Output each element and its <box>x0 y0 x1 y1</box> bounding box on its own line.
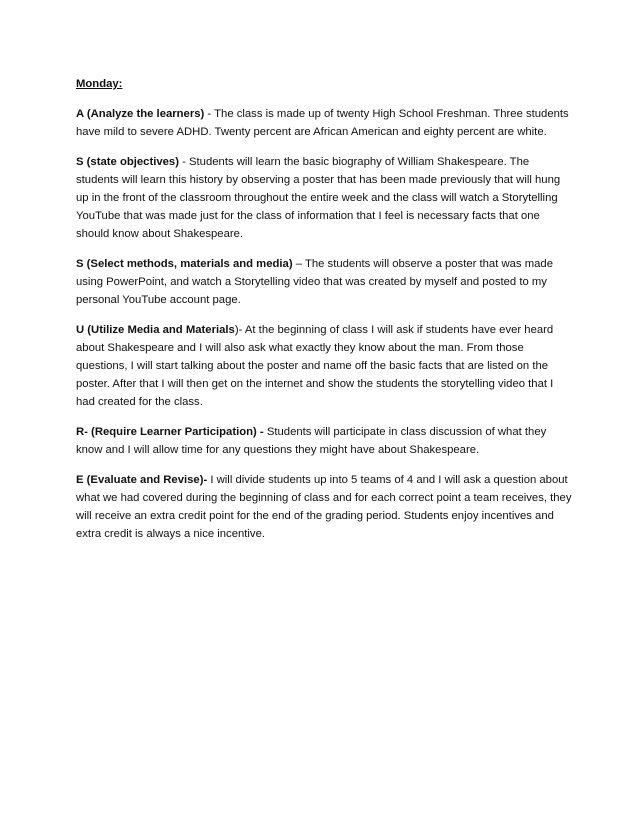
section-evaluate-revise <box>76 471 572 543</box>
document-body <box>76 75 572 555</box>
section-title: R- (Require Learner Participation) - <box>76 426 264 438</box>
section-title: A (Analyze the learners) <box>76 108 205 120</box>
section-body: )- At the beginning of class I will ask if students have ever heard about Shakespeare and I will also ask what exactly they know about the man. From those questions, I will start talking about the poster and name off the basic facts that are listed on the poster. After that I will then get on the internet and show the students the storytelling video that I had created for the class. <box>76 324 554 408</box>
section-title: E (Evaluate and Revise)- <box>76 474 208 486</box>
section-analyze-learners <box>76 105 572 141</box>
section-require-participation <box>76 423 572 459</box>
section-select-methods <box>76 255 572 309</box>
section-title: U (Utilize Media and Materials <box>76 324 235 336</box>
section-body: - Students will learn the basic biography of William Shakespeare. The students will learn this history by observing a poster that has been made previously that will hung up in the front of the classroom throughout the entire week and the class will watch a Storytelling YouTube that was made just for the class of information that I feel is necessary facts that one should know about Shakespeare. <box>76 156 561 240</box>
section-body: – The students will observe a poster that was made using PowerPoint, and watch a Storytelling video that was created by myself and posted to my personal YouTube account page. <box>76 258 553 306</box>
section-body: Students will participate in class discussion of what they know and I will allow time for any questions they might have about Shakespeare. <box>76 426 547 456</box>
section-state-objectives <box>76 153 572 243</box>
section-title: S (Select methods, materials and media) <box>76 258 293 270</box>
section-body: - The class is made up of twenty High School Freshman. Three students have mild to severe ADHD. Twenty percent are African American and eighty percent are white. <box>76 108 569 138</box>
section-title: S (state objectives) <box>76 156 179 168</box>
section-utilize-media <box>76 321 572 411</box>
section-body: I will divide students up into 5 teams of 4 and I will ask a question about what we had covered during the beginning of class and for each correct point a team receives, they will receive an extra credit point for the end of the grading period. Students enjoy incentives and extra credit is always a nice incentive. <box>76 474 572 540</box>
day-heading: Monday: <box>76 78 123 90</box>
